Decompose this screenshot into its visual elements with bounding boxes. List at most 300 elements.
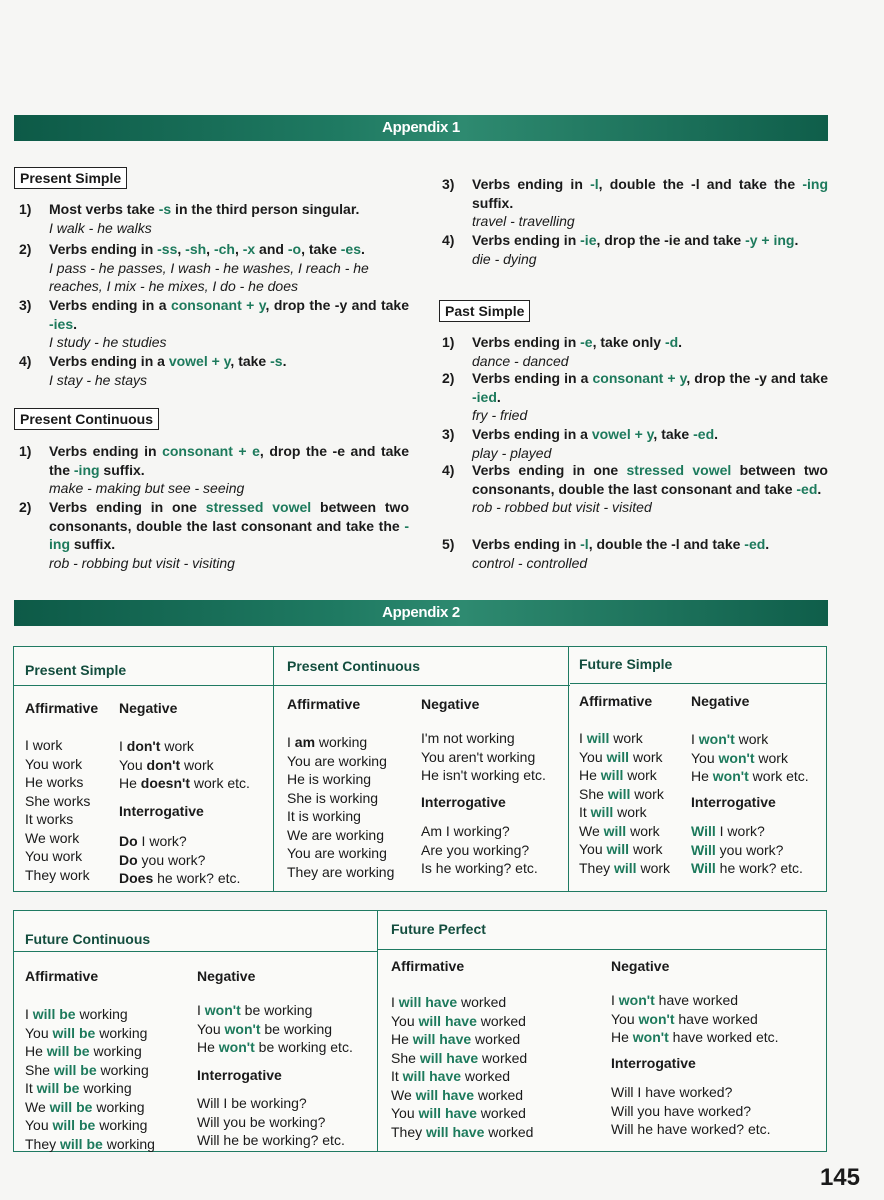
table-line [611,991,779,1010]
rule-text-segment: -ed [744,536,766,552]
rule-text-segment: Verbs ending in [49,241,158,257]
rule-text-segment: Verbs ending in one [472,462,627,478]
line-keyword: will have [412,1031,472,1047]
rule-text-segment: suffix. [472,194,514,211]
rule-text-segment: -ch [213,241,235,257]
rule-text [49,240,409,259]
line-text: I [391,994,399,1010]
line-keyword: Does [119,870,154,886]
table-line [119,774,250,793]
line-text: She [579,785,608,802]
table-line [197,1001,353,1020]
line-text: We [579,822,604,839]
interrogative-forms [421,822,538,878]
rule-text-segment: -l [580,536,589,552]
table-line [611,1028,779,1047]
rule-text [49,296,409,333]
rule-text-segment: . [817,480,822,497]
affirmative-label: Affirmative [391,958,465,974]
rule-text-segment: Verbs ending in [472,176,591,192]
rule-number: 2) [442,370,455,386]
affirmative-label: Affirmative [287,696,361,712]
table-line: They are working [287,863,395,880]
interrogative-label: Interrogative [119,803,204,819]
affirmative-forms [579,729,670,877]
line-keyword: Do [119,833,138,849]
line-text: He [691,768,713,784]
rule-text-segment: , double the -l and take the [598,176,803,192]
line-text: working [96,1061,149,1078]
line-text: We [391,1086,416,1103]
line-text: You [579,748,607,765]
line-keyword: won't [718,749,755,766]
negative-label: Negative [421,696,480,712]
line-keyword: won't [632,1029,669,1045]
rule-text [472,425,828,444]
table-line [391,1030,533,1049]
line-text: work etc. [748,768,809,784]
affirmative-forms [391,993,533,1141]
rule-text-segment: consonant + e [162,443,260,459]
table-line [119,851,240,870]
rule-number: 2) [19,241,32,257]
table-line: He isn't working etc. [421,767,546,783]
table-line [391,1086,533,1105]
rule-text-segment: between two consonants, double the last consonant and take [472,462,828,497]
interrogative-label: Interrogative [611,1055,696,1071]
rule-text-segment: vowel + y [168,353,231,369]
appendix-1-banner [14,115,828,141]
negative-label: Negative [611,958,670,974]
line-text: he work? etc. [153,870,241,886]
rule-example: control - controlled [472,554,588,571]
line-keyword: will have [402,1068,462,1084]
line-text: work [623,767,657,783]
interrogative-label: Interrogative [421,794,506,810]
table-line [391,993,533,1012]
table-header-line [14,685,274,686]
rule-text-segment: , double the -l and take [588,536,745,552]
line-text: They [25,1135,61,1152]
rule-text-segment: stressed vowel [205,499,312,515]
rule-number: 1) [442,334,455,350]
table-line [579,785,670,804]
rule-text [472,175,828,212]
line-text: working [89,1043,142,1059]
table-line [25,1005,155,1024]
line-keyword: will have [418,1012,477,1029]
rule-text-segment: consonant + y [592,370,687,386]
line-keyword: will [603,822,627,839]
table-line: Are you working? [421,841,530,858]
table-line: Will you be working? [197,1113,326,1130]
rule-text-segment: -es [340,241,361,257]
rule-item [442,369,828,425]
line-keyword: will have [426,1123,485,1140]
table-line: It is working [287,808,361,824]
line-text: She [25,1061,54,1078]
table-line [287,733,394,752]
rule-text [49,352,409,371]
line-keyword: will be [53,1061,97,1078]
table-line [25,1116,155,1135]
rule-text-segment: , [234,241,243,257]
rule-text-segment: and [255,241,288,257]
tense-title: Present Continuous [287,658,421,674]
rule-text-segment: -e [580,334,593,350]
table-line: We work [25,829,80,846]
line-keyword: won't [712,768,749,784]
rule-example: die - dying [472,250,537,267]
line-text: have worked etc. [668,1029,779,1045]
table-line: Am I working? [421,823,510,839]
table-line [119,737,250,756]
line-keyword: will have [418,1105,477,1121]
line-keyword: Will [691,860,716,876]
rule-item [442,333,828,370]
line-text: be working [260,1020,333,1037]
rule-example: rob - robbing but visit - visiting [49,554,235,571]
line-text: She [391,1049,420,1066]
rule-item [442,461,828,517]
line-text: working [95,1024,148,1041]
affirmative-forms [25,736,90,884]
rule-text-segment: Verbs ending in a [472,426,592,442]
rule-text [49,200,409,219]
table-header-line [378,949,826,950]
rule-text-segment: , drop the -ie and take [596,232,746,248]
line-text: You [119,756,147,773]
rule-text-segment: -ies [49,315,74,332]
line-text: worked [484,1123,534,1140]
rule-text-segment: consonant + y [170,297,266,313]
rule-text-segment: stressed vowel [626,462,732,478]
line-text: You [391,1012,419,1029]
line-text: He [119,775,141,791]
table-line: You are working [287,845,387,861]
rule-number: 4) [19,353,32,369]
line-keyword: will [600,767,624,783]
negative-forms [691,730,809,786]
negative-label: Negative [197,968,256,984]
rule-item [19,498,409,572]
rule-text-segment: -l [590,176,599,192]
line-text: be working [240,1002,313,1018]
line-text: He [611,1029,633,1045]
line-keyword: Do [119,851,138,868]
line-text: We [25,1098,50,1115]
line-text: I work? [715,823,765,839]
rule-item [19,296,409,352]
rule-text-segment: , take [301,241,341,257]
table-line [691,859,803,878]
table-line [691,767,809,786]
table-line [579,729,670,748]
line-text: worked [476,1012,526,1029]
rule-number: 5) [442,536,455,552]
table-header-line [14,951,378,952]
present-continuous-label: Present Continuous [14,408,159,430]
rule-text-segment: -ed [693,426,715,442]
rule-text-segment: -ing [802,176,828,192]
rule-text-segment: . [496,388,501,405]
affirmative-forms [25,1005,155,1153]
rule-text-segment: suffix. [70,536,116,552]
rule-text-segment: between two consonants, double the last consonant and take the [49,499,409,534]
rule-number: 3) [19,297,32,313]
rule-example: I study - he studies [49,334,167,350]
affirmative-label: Affirmative [579,693,653,709]
negative-label: Negative [691,693,750,709]
line-text: working [95,1117,148,1133]
tense-title: Future Perfect [391,921,486,937]
line-text: I work? [137,833,187,849]
table-line: It works [25,811,74,827]
line-text: worked [457,994,507,1010]
rule-text-segment: Verbs ending in one [49,499,206,515]
table-line [691,749,809,768]
line-keyword: will be [46,1043,90,1059]
rule-item [442,425,828,462]
negative-label: Negative [119,700,178,716]
rule-item [442,535,828,572]
table-line: Will I have worked? [611,1084,733,1100]
negative-forms [421,729,546,785]
line-keyword: Will [691,841,716,858]
line-text: work [636,859,671,876]
rule-number: 4) [442,232,455,248]
rule-text-segment: , [206,241,214,257]
interrogative-forms [119,832,240,888]
appendix-1-title: Appendix 1 [382,119,460,136]
line-text: work [613,804,647,820]
table-line [579,822,670,841]
rule-item [19,200,409,237]
interrogative-forms [691,822,803,878]
line-text: working [315,734,368,750]
table-line: He is working [287,771,372,787]
table-line: Is he working? etc. [421,860,538,876]
rule-number: 3) [442,176,455,192]
line-text: He [197,1039,219,1055]
line-keyword: won't [204,1002,241,1018]
rule-text-segment: , take [653,426,694,442]
rule-text-segment: suffix. [99,461,145,478]
line-text: worked [471,1031,521,1047]
line-text: He [579,767,601,783]
rule-item [442,175,828,231]
line-text: You [391,1105,419,1121]
line-keyword: will have [398,994,458,1010]
interrogative-label: Interrogative [197,1067,282,1083]
line-text: work [609,730,643,746]
rule-item [19,442,409,498]
rule-number: 4) [442,462,455,478]
rule-text-segment: -s [270,353,283,369]
line-keyword: will be [60,1135,103,1152]
line-keyword: will have [419,1049,479,1066]
line-text: You [25,1024,53,1041]
line-text: worked [476,1105,526,1121]
line-keyword: won't [618,992,655,1008]
table-line [579,840,670,859]
rule-text [472,461,828,498]
line-text: have worked [654,992,739,1008]
rule-text-segment: , take only [592,334,665,350]
rule-text-segment: , drop the -y and take [265,297,409,313]
table-line [391,1049,533,1068]
line-text: I [287,734,295,750]
line-keyword: will be [52,1024,96,1041]
table-line [391,1012,533,1031]
line-text: work [180,756,214,773]
table-line: You are working [287,752,387,769]
table-line [197,1020,353,1039]
appendix-2-title: Appendix 2 [382,604,460,621]
table-line [119,756,250,775]
rule-text-segment: , [177,241,186,257]
line-text: work [629,748,663,765]
line-keyword: don't [146,756,181,773]
rule-text-segment: -x [242,241,256,257]
table-line [25,1135,155,1154]
line-keyword: won't [698,731,735,747]
rule-text-segment: Verbs ending in [472,232,581,248]
rule-text-segment: -ss [157,241,178,257]
table-line [579,859,670,878]
line-keyword: won't [218,1039,255,1055]
affirmative-label: Affirmative [25,700,99,716]
table-line: She is working [287,789,379,806]
rule-text-segment: vowel + y [591,426,654,442]
table-divider [377,911,378,1151]
rule-item [19,352,409,389]
page-number: 145 [819,1164,860,1191]
table-line: Will he have worked? etc. [611,1121,771,1137]
present-simple-label: Present Simple [14,167,127,189]
rule-number: 1) [19,201,32,217]
rule-text [472,333,828,352]
line-text: I [197,1002,205,1018]
line-text: It [25,1080,37,1096]
rule-text-segment: Verbs ending in [472,536,581,552]
line-keyword: won't [224,1020,261,1037]
rule-text-segment: Verbs ending in a [472,370,593,386]
affirmative-forms [287,733,394,881]
line-text: work [160,738,194,754]
table-line: Will I be working? [197,1095,307,1111]
line-text: I [25,1006,33,1022]
rule-text-segment: . [282,353,287,369]
rule-text [49,498,409,554]
line-text: I [611,992,619,1008]
line-keyword: will have [415,1086,474,1103]
table-line [119,832,240,851]
rule-example: dance - danced [472,352,569,369]
rule-text-segment: , drop the -y and take [686,370,828,386]
line-text: worked [474,1086,524,1103]
line-keyword: Will [691,823,716,839]
rule-text-segment: Verbs ending in a [49,353,169,369]
line-keyword: will [606,748,630,765]
line-text: you work? [137,851,206,868]
table-line: You aren't working [421,748,536,765]
rule-text-segment: -d [664,334,679,350]
table-line [691,822,803,841]
rule-text-segment: . [714,426,719,442]
rule-example: make - making but see - seeing [49,480,245,496]
line-text: be working etc. [254,1039,353,1055]
negative-forms [197,1001,353,1057]
affirmative-label: Affirmative [25,968,99,984]
tense-title: Future Continuous [25,931,151,947]
line-keyword: doesn't [140,775,191,791]
line-keyword: will [614,859,637,876]
line-text: You [579,841,607,857]
rule-text-segment: -ing [73,461,100,478]
rule-text-segment: -sh [185,241,207,257]
line-text: work [630,785,664,802]
line-text: It [391,1068,403,1084]
table-line [579,766,670,785]
line-keyword: will be [32,1006,76,1022]
line-text: worked [461,1068,511,1084]
line-text: work [629,841,663,857]
table-line [391,1067,533,1086]
rule-example: play - played [472,444,552,461]
rule-example: I walk - he walks [49,219,152,236]
line-text: have worked [674,1010,758,1027]
rule-text [472,231,828,250]
negative-forms [611,991,779,1047]
table-line: Will you have worked? [611,1102,752,1119]
rule-example: I pass - he passes, I wash - he washes, I reach - he reaches, I mix - he mixes, I do - he does [49,259,369,294]
rule-text-segment: Most verbs take [49,201,159,217]
rule-text-segment: -ie [580,232,597,248]
table-line [391,1104,533,1123]
rule-number: 2) [19,499,32,515]
table-line [691,841,803,860]
rule-text-segment: , drop the -e and take the [49,443,409,478]
rule-text-segment: in the third person singular. [171,201,360,217]
table-line [691,730,809,749]
line-text: work [626,822,660,839]
line-keyword: won't [638,1010,675,1027]
line-keyword: don't [126,738,161,754]
table-line: I'm not working [421,730,515,746]
rule-text-segment: . [678,334,683,350]
rule-text-segment: Verbs ending in [49,443,163,459]
line-text: work [734,731,769,747]
line-text: working [102,1135,155,1152]
line-text: I [579,730,587,746]
table-line: He works [25,774,84,790]
line-text: I [691,731,699,747]
appendix-2-banner [14,600,828,626]
rule-text-segment: . [73,315,78,332]
table-line [25,1024,155,1043]
table-header-line [274,685,570,686]
line-text: You [691,749,719,766]
interrogative-forms [611,1083,771,1139]
table-line: You work [25,755,83,772]
rule-text-segment: -o [287,241,302,257]
table-line [25,1042,155,1061]
rule-item [19,240,409,296]
rule-text-segment: . [361,241,365,257]
line-text: he work? etc. [715,860,803,876]
line-text: working [75,1006,128,1022]
